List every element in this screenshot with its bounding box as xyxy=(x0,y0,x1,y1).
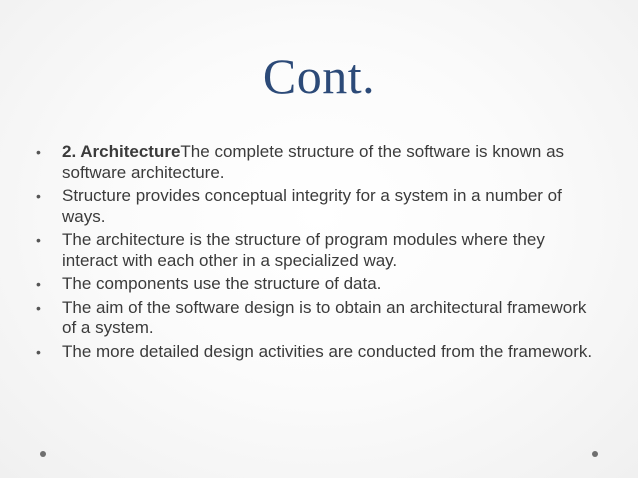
bullet-bold-text: 2. Architecture xyxy=(62,142,181,161)
bullet-item xyxy=(34,230,594,271)
corner-dot-icon xyxy=(592,451,598,457)
bullet-icon: • xyxy=(36,144,41,160)
bullet-text: The complete structure of the software is known as software architecture. xyxy=(62,142,565,182)
bullet-icon: • xyxy=(36,299,41,316)
bullet-text: Structure provides conceptual integrity for a system in a number of ways. xyxy=(62,186,562,226)
bullet-icon: • xyxy=(36,232,41,248)
bullet-item xyxy=(34,274,594,295)
bullet-text: The more detailed design activities are conducted from the framework. xyxy=(62,341,593,361)
bullet-icon: • xyxy=(36,343,41,360)
slide-title: Cont. xyxy=(262,48,376,104)
bullet-item xyxy=(34,186,594,227)
bullet-item xyxy=(34,298,594,339)
bullet-list xyxy=(34,142,594,365)
bullet-text: The aim of the software design is to obtain an architectural framework of a system. xyxy=(62,297,587,337)
corner-dot-icon xyxy=(40,451,46,457)
bullet-text: The architecture is the structure of program modules where they interact with each other in a specialized way. xyxy=(62,230,545,270)
bullet-item xyxy=(34,142,594,183)
bullet-item xyxy=(34,342,594,363)
bullet-text: The components use the structure of data. xyxy=(62,274,382,293)
bullet-icon: • xyxy=(36,276,41,292)
bullet-icon: • xyxy=(36,188,41,204)
